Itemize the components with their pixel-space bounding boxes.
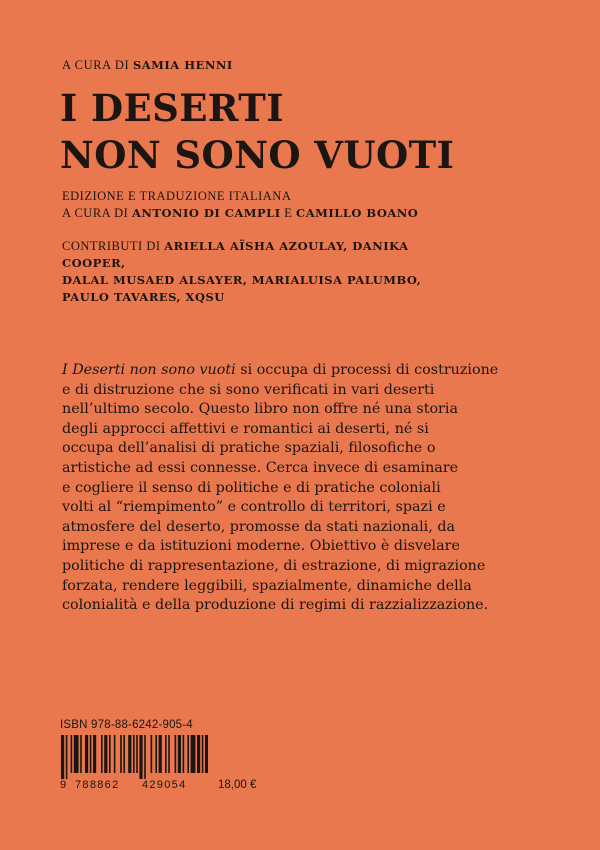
barcode-bar [183,735,185,773]
barcode-bar [175,735,177,773]
barcode-bar [93,735,96,773]
contributors [62,238,462,306]
barcode-bar [159,735,162,773]
edition-line-2 [62,205,418,222]
blurb-text [62,361,542,616]
barcode-bar [114,735,116,773]
blurb-line [62,361,542,381]
blurb-line: politiche di rappresentazione, di estrazione, di migrazione [62,557,486,574]
barcode-bar [197,735,200,773]
blurb-line: volti al “riempimento” e controllo di territori, spazi e [62,499,446,516]
barcode-bar [155,735,157,773]
contributors-names-1: ARIELLA AÏSHA AZOULAY, DANIKA COOPER, [62,239,409,270]
barcode-bar [133,735,135,773]
barcode-bar [178,735,181,773]
title-line-2: NON SONO VUOTI [60,133,455,177]
barcode-bar [104,735,107,773]
blurb-line: colonialità e della produzione di regimi di razzializzazione. [62,597,489,614]
barcode-bar [74,735,79,773]
barcode-digit-first: 9 [60,779,67,791]
editor-1: ANTONIO DI CAMPLI [131,206,281,220]
barcode-bar [144,735,146,779]
blurb-line: atmosfere del deserto, promosse da stati nazionali, da [62,518,455,535]
title-line-1: I DESERTI [60,86,284,130]
contributors-line-1 [62,238,462,272]
curator-line [62,58,233,73]
barcode-bar [128,735,131,773]
blurb-line: artistiche ad essi connesse. Cerca invece di esaminare [62,459,459,476]
contributors-names-3: PAULO TAVARES, XQSU [62,290,225,304]
barcode-bar [168,735,170,773]
barcode-bar [61,735,64,779]
edition-credits [62,188,418,222]
barcode-bar [136,735,138,773]
barcode [58,735,208,779]
editor-conjunction: E [284,206,293,220]
barcode-bar [165,735,167,773]
contributors-prefix: CONTRIBUTI DI [62,239,161,253]
editor-2: CAMILLO BOANO [296,206,419,220]
blurb-line: occupa dell’analisi di pratiche spaziali, filosofiche o [62,440,436,457]
barcode-bar [120,735,122,773]
barcode-bar [109,735,111,773]
barcode-bar [123,735,125,773]
price: 18,00 € [218,779,257,791]
curator-name: SAMIA HENNI [132,58,233,72]
barcode-bar [151,735,153,773]
blurb-line: forzata, rendere leggibili, spazialmente, dinamiche della [62,577,472,594]
barcode-bar [101,735,103,773]
edition-prefix: A CURA DI [62,206,129,220]
blurb-book-title: I Deserti non sono vuoti [62,362,236,378]
edition-line-1: EDIZIONE E TRADUZIONE ITALIANA [62,189,292,203]
blurb-line: nell’ultimo secolo. Questo libro non offre né una storia [62,401,458,418]
curator-prefix: A CURA DI [62,58,130,72]
contributors-line-2 [62,272,462,289]
blurb-line-1-rest: si occupa di processi di costruzione [235,362,499,378]
barcode-bar [191,735,196,773]
blurb-line: e di distruzione che si sono verificati in vari deserti [62,381,435,398]
book-title [60,85,454,179]
barcode-digits-group-2: 429054 [142,779,187,791]
barcode-bar [71,735,73,773]
contributors-names-2: DALAL MUSAED ALSAYER, MARIALUISA PALUMBO, [62,273,422,287]
barcode-bar [66,735,68,779]
barcode-bar [202,735,204,773]
barcode-bar [85,735,88,773]
barcode-bar [205,735,208,773]
barcode-bar [90,735,92,773]
barcode-digits-group-1: 788862 [75,779,120,791]
barcode-bar [187,735,189,773]
barcode-bar [139,735,142,779]
blurb-line: degli approcci affettivi e romantici ai deserti, né si [62,420,429,437]
contributors-line-3 [62,289,462,306]
isbn-label: ISBN 978-88-6242-905-4 [60,719,193,731]
blurb-line: e cogliere il senso di politiche e di pratiche coloniali [62,479,441,496]
blurb-line: imprese e da istituzioni moderne. Obiettivo è disvelare [62,538,460,555]
barcode-bar [80,735,82,773]
